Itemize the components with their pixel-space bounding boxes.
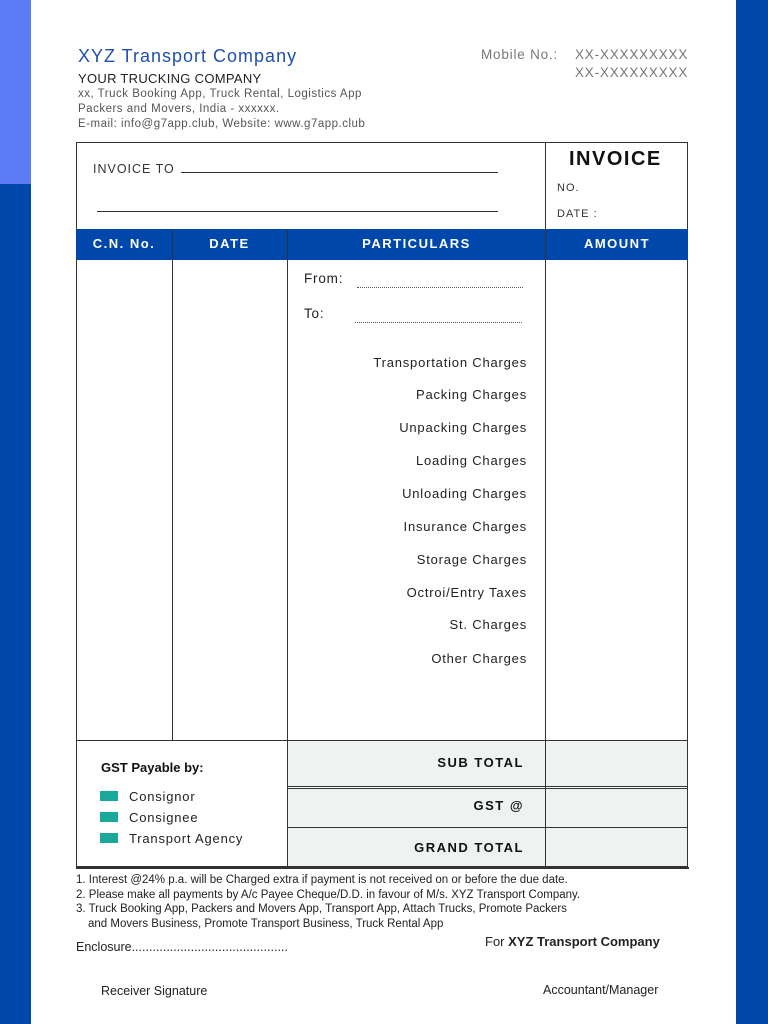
gst-payable-title: GST Payable by:: [101, 760, 204, 775]
charge-unpacking: Unpacking Charges: [399, 420, 527, 435]
from-field[interactable]: [357, 287, 523, 288]
for-company-line: [485, 934, 660, 949]
right-decor-band: [736, 0, 768, 1024]
charge-storage: Storage Charges: [416, 552, 527, 567]
consignor-checkbox[interactable]: [100, 791, 118, 801]
for-company-name: XYZ Transport Company: [508, 934, 660, 949]
header-date: DATE: [209, 236, 250, 251]
consignor-label: Consignor: [129, 789, 196, 804]
header-amount: AMOUNT: [583, 236, 651, 251]
subtotal-label: SUB TOTAL: [437, 755, 524, 770]
invoice-header-divider: [545, 142, 546, 230]
note-3: 3. Truck Booking App, Packers and Movers App, Transport App, Attach Trucks, Promote Packers: [76, 903, 567, 915]
note-1: 1. Interest @24% p.a. will be Charged extra if payment is not received on or before the due date.: [76, 874, 568, 886]
transport-agency-label: Transport Agency: [129, 831, 244, 846]
gst-amount-cell[interactable]: [546, 788, 687, 827]
column-divider-1: [172, 229, 173, 740]
charge-octroi: Octroi/Entry Taxes: [406, 585, 527, 600]
mobile-number-1: XX-XXXXXXXXX: [575, 47, 689, 62]
charge-transportation: Transportation Charges: [373, 355, 527, 370]
company-tagline: YOUR TRUCKING COMPANY: [78, 71, 262, 86]
header-particulars: PARTICULARS: [362, 236, 471, 251]
invoice-title: INVOICE: [569, 148, 662, 170]
gst-top-line: [287, 788, 688, 789]
note-3-continued: and Movers Business, Promote Transport Business, Truck Rental App: [88, 918, 444, 930]
grand-total-label: GRAND TOTAL: [414, 840, 524, 855]
company-address-line1: xx, Truck Booking App, Truck Rental, Logistics App: [78, 88, 362, 100]
from-label: From:: [304, 271, 344, 286]
consignee-label: Consignee: [129, 810, 199, 825]
subtotal-amount-cell[interactable]: [546, 741, 687, 786]
charge-loading: Loading Charges: [415, 453, 527, 468]
invoice-to-line-1[interactable]: [181, 172, 498, 173]
charge-packing: Packing Charges: [416, 387, 527, 402]
note-2: 2. Please make all payments by A/c Payee Cheque/D.D. in favour of M/s. XYZ Transport Company.: [76, 889, 581, 901]
table-bottom-line: [76, 867, 689, 869]
enclosure-field[interactable]: Enclosure.............................................: [76, 940, 288, 954]
charge-other: Other Charges: [431, 651, 527, 666]
charge-st: St. Charges: [449, 617, 527, 632]
mobile-number-2: XX-XXXXXXXXX: [575, 65, 689, 80]
to-field[interactable]: [355, 322, 522, 323]
invoice-to-line-2[interactable]: [97, 211, 498, 212]
invoice-no-label: NO.: [557, 182, 580, 194]
invoice-to-label: INVOICE TO: [93, 162, 175, 176]
left-decor-accent: [0, 0, 31, 184]
accountant-manager-label: Accountant/Manager: [543, 983, 659, 997]
receiver-signature-label: Receiver Signature: [101, 984, 208, 998]
transport-agency-checkbox[interactable]: [100, 833, 118, 843]
charge-insurance: Insurance Charges: [403, 519, 527, 534]
gst-label: GST @: [473, 798, 524, 813]
company-contact: E-mail: info@g7app.club, Website: www.g7app.club: [78, 118, 366, 130]
charge-unloading: Unloading Charges: [402, 486, 527, 501]
for-prefix: For: [485, 934, 509, 949]
company-address-line2: Packers and Movers, India - xxxxxx.: [78, 103, 280, 115]
header-cn-no: C.N. No.: [92, 236, 156, 251]
subtotal-line: [287, 786, 688, 787]
grand-total-amount-cell[interactable]: [546, 828, 687, 866]
invoice-date-label: DATE :: [557, 208, 598, 220]
to-label: To:: [304, 306, 325, 321]
mobile-label: Mobile No.:: [481, 47, 559, 62]
company-name: XYZ Transport Company: [78, 46, 298, 66]
consignee-checkbox[interactable]: [100, 812, 118, 822]
